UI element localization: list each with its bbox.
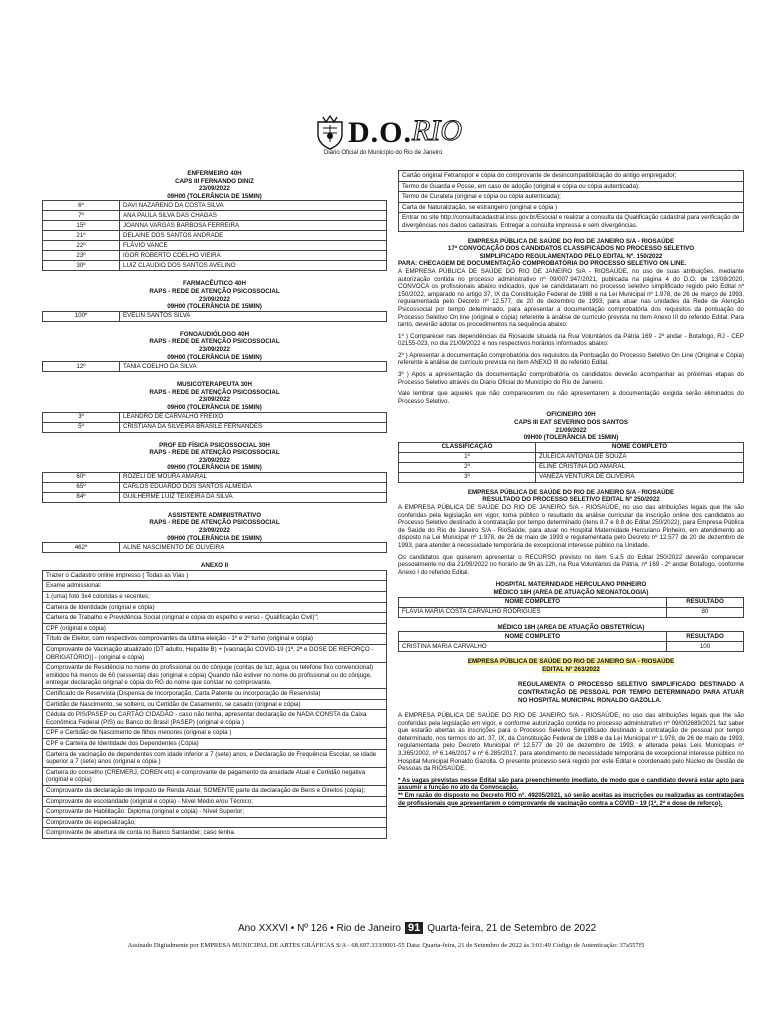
table-row — [43, 221, 387, 231]
table-row — [43, 623, 387, 634]
table-row — [399, 213, 744, 231]
title-line: ENFERMEIRO 40H — [187, 170, 242, 177]
table-cell: JOANNA VARGAS BARBOSA FERREIRA — [120, 221, 387, 231]
convocacao-step-1: 1º ) Comparecer nas dependências da Riosaúde situada na Rua Voluntários da Pátria 169 - 2º andar - Botafogo, RJ - CEP 02155-023, no dia 21/09/2022 e nos respectivos horários informados abaixo: — [398, 332, 744, 348]
title-line: CAPS III FERNANDO DINIZ — [175, 177, 254, 185]
table-row — [43, 211, 387, 221]
table-row — [399, 472, 744, 482]
section-enfermeiro — [42, 170, 387, 271]
table-cell: Exame admissional: — [43, 581, 387, 592]
obstetricia-title: MÉDICO 18H (AREA DE ATUAÇÃO OBSTETRÍCIA) — [497, 623, 645, 631]
table-cell: Termo de Curatela (original e cópia ou cópia autenticada); — [399, 192, 744, 203]
table-cell: Comprovante de Residência no nome do profissional ou do cônjuge (contas de luz, água ou telefone fixo convencional) emitidos há menos de 60 (sessenta) dias (original e cópia) Quando não estiver no nome do profissional ou do cônjuge, entregar declaração original e cópia do RG do nome que constar no comprovante. — [43, 663, 387, 689]
table-cell: 12º — [43, 362, 120, 372]
table-cell: GUILHERME LUIZ TEIXEIRA DA SILVA — [120, 492, 387, 502]
table-row — [43, 311, 387, 321]
masthead-subtitle: Diário Oficial do Município do Rio de Janeiro — [324, 150, 443, 156]
table-cell: Carteira de Identidade (original e cópia) — [43, 602, 387, 613]
table-cell: ROZELI DE MOURA AMARAL — [120, 472, 387, 482]
table-row — [43, 767, 387, 785]
table-row — [43, 592, 387, 603]
title-line: 09H00 (TOLERÂNCIA DE 15MIN) — [167, 464, 262, 472]
table-row — [399, 181, 744, 192]
table-header-cell: CLASSIFICAÇÃO — [399, 442, 536, 452]
table-cell: Comprovante de Vacinação atualizado (DT adulto, Hepatite B) + [vacinação COVID-19 (1ª, 2ª e DOSE DE REFORÇO - OBRIGATÓRIO)] - (original e cópia) — [43, 645, 387, 663]
title-line: ASSISTENTE ADMINISTRATIVO — [167, 511, 262, 519]
title-line: FARMACÊUTICO 40H — [183, 280, 246, 288]
section-fonoaudiologo — [42, 331, 387, 372]
table-cell: Cartão original Fetranspor e cópia do comprovante de desincompatibilização do antigo empregador; — [399, 171, 744, 182]
table-cell: Título de Eleitor, com respectivos comprovantes da última eleição - 1º e 2º turno (original e cópia) — [43, 634, 387, 645]
table-row — [43, 241, 387, 251]
title-line: 23/09/2022 — [199, 456, 230, 464]
title-line: RAPS - REDE DE ATENÇÃO PSICOSSOCIAL — [149, 519, 280, 527]
convocacao-paragraph: A EMPRESA PÚBLICA DE SAÚDE DO RIO DE JANEIRO S/A - RIOSAÚDE, no uso de suas atribuições, mediante autorização contida no processo administrativo nº 09/007.947/2021, publicada na página 4 do D.O. de 13/08/2020, CONVOCA os profissionais abaixo indicados, que se candidataram no processo seletivo simplificado regido pelo Edital nº 150/2022, amparado no artigo 37, IX da Constituição Federal de 1988 e na Lei Municipal nº 1.978, de 26 de março de 1993, regulamentada pelo Decreto nº 12.577, de 20 de dezembro de 1993, para atuar nas unidades da Rede de Atenção Psicossocial por tempo determinado, para apresentar a documentação comprobatória dos requisitos da pontuação do Processo Seletivo On line (original e cópia) referente à análise de currículo prevista no item Anexo III do referido Edital. Para tanto, deverão adotar os procedimentos na sequência abaixo: — [398, 267, 744, 329]
title-line: RAPS - REDE DE ATENÇÃO PSICOSSOCIAL — [149, 388, 280, 396]
table-cell: 3º — [399, 472, 536, 482]
title-line: PROF ED FÍSICA PSICOSSOCIAL 30H — [159, 441, 270, 449]
table-row — [399, 452, 744, 462]
table-cell: 65º — [43, 482, 120, 492]
table-cell: LUIZ CLAUDIO DOS SANTOS AVELINO — [120, 261, 387, 271]
table-cell: CPF (original e cópia) — [43, 623, 387, 634]
title-line: 23/09/2022 — [199, 396, 230, 404]
document-checklist-table — [42, 570, 387, 839]
section-title — [42, 512, 387, 542]
title-line: EMPRESA PÚBLICA DE SAÚDE DO RIO DE JANEIRO S/A - RIOSAÚDE — [467, 488, 675, 496]
resultado-title — [398, 489, 744, 504]
title-line: MÉDICO 18H (AREA DE ATUAÇÃO NEONATOLOGIA) — [493, 588, 649, 596]
title-line: 23/09/2022 — [199, 345, 230, 353]
title-line: SIMPLIFICADO REGULAMENTADO PELO EDITAL Nº. 150/2022 — [479, 252, 663, 260]
table-row — [43, 261, 387, 271]
table-cell: FLÁVIA MARIA COSTA CARVALHO RODRIGUES — [399, 607, 667, 617]
convocacao-subtitle: PARA: CHECAGEM DE DOCUMENTAÇÃO COMPROBATÓRIA DO PROCESSO SELETIVO ON LINE. — [398, 260, 687, 268]
section-title — [42, 442, 387, 472]
table-cell: TANIA COELHO DA SILVA — [120, 362, 387, 372]
table-cell: Trazer o Cadastro online impresso ( Todas as Vias ) — [43, 570, 387, 581]
recurso-paragraph: Os candidatos que quiserem apresentar o RECURSO previsto no item 5.a.5 do Edital 250/2022 deverão comparecer pessoalmente no dia 21/09/2022 no horário de 9h às 12h, na Rua Voluntários da Pátria, nº 169 - 2º andar Botafogo, conforme Anexo I do referido Edital. — [398, 553, 744, 576]
table-cell: Comprovante de Habilitação: Diploma (original e cópia) - Nível Superior; — [43, 807, 387, 818]
title-line: RAPS - REDE DE ATENÇÃO PSICOSSOCIAL — [149, 449, 280, 457]
obstetricia-table — [398, 631, 744, 652]
title-line: 09H00 (TOLERÂNCIA DE 15MIN) — [167, 353, 262, 361]
title-line: 23/09/2022 — [199, 295, 230, 303]
table-cell: ALINE NASCIMENTO DE OLIVEIRA — [120, 543, 387, 553]
table-row — [399, 462, 744, 472]
table-row — [399, 171, 744, 182]
title-line: 23/09/2022 — [199, 527, 230, 535]
edital-263-note-1: * As vagas previstas nesse Edital são para preenchimento imediato, de modo que o candidato deverá estar apto para assumir a função no ato da Convocação. — [398, 776, 744, 792]
digital-signature: Assinado Digitalmente por EMPRESA MUNICIPAL DE ARTES GRÁFICAS S/A - 68.697.333/0001-55 Data: Quarta-feira, 21 de Setembro de 2022 às 3:01:49 Código de Autenticação: 37a557f5 — [127, 942, 645, 949]
convocacao-step-2: 2º ) Apresentar a documentação comprobatória dos requisitos da Pontuação do Processo Seletivo On Line (Original e Cópia) referente à análise de currículo prevista no item ANEXO III do referido Edital. — [398, 351, 744, 367]
table-header-cell: RESULTADO — [667, 632, 744, 642]
table-row — [43, 828, 387, 839]
convocacao-title — [398, 238, 744, 261]
title-line: EMPRESA PÚBLICA DE SAÚDE DO RIO DE JANEIRO S/A - RIOSAÚDE — [467, 658, 675, 666]
table-row — [43, 362, 387, 372]
section-title — [42, 170, 387, 200]
table-row — [43, 817, 387, 828]
title-line: HOSPITAL MATERNIDADE HERCULANO PINHEIRO — [495, 581, 647, 589]
table-cell: Termo de Guarda e Posse, em caso de adoção (original e cópia ou cópia autenticada); — [399, 181, 744, 192]
table-row — [43, 738, 387, 749]
table-cell: Comprovante de especialização; — [43, 817, 387, 828]
table-header-row — [399, 632, 744, 642]
table-cell: 5º — [43, 422, 120, 432]
table-cell: Certidão de Nascimento, se solteiro, ou Certidão de Casamento, se casado (original e cópia) — [43, 699, 387, 710]
title-line: RAPS - REDE DE ATENÇÃO PSICOSSOCIAL — [149, 287, 280, 295]
table-row — [43, 688, 387, 699]
table-cell: Carteira de Trabalho e Previdência Social (original e cópia do espelho e verso - Qualificação Civil)"; — [43, 613, 387, 624]
section-farmaceutico — [42, 280, 387, 321]
footer-date: Quarta-feira, 21 de Setembro de 2022 — [427, 923, 597, 934]
table-cell: 3º — [43, 412, 120, 422]
table-cell: Cédula do PIS/PASEP ou CARTÃO CIDADÃO - caso não tenha, apresentar declaração de NADA CONSTA da Caixa Econômica Federal (PIS) ou Banco do Brasil (PASEP) (original e cópia ) — [43, 710, 387, 728]
table-row — [43, 492, 387, 502]
table-cell: ZULEICA ANTONIA DE SOUZA — [536, 452, 744, 462]
table-row — [399, 202, 744, 213]
footer-edition — [238, 922, 597, 934]
table-header-cell: NOME COMPLETO — [399, 597, 667, 607]
city-crest-icon — [314, 114, 346, 150]
table-row — [43, 581, 387, 592]
title-line: RAPS - REDE DE ATENÇÃO PSICOSSOCIAL — [149, 338, 280, 346]
edital-263-caption: REGULAMENTA O PROCESSO SELETIVO SIMPLIFICADO DESTINADO A CONTRATAÇÃO DE PESSOAL POR TEMPO DETERMINADO PARA ATUAR NO HOSPITAL MUNICIPAL RONALDO GAZOLLA. — [518, 681, 744, 704]
table-row — [43, 728, 387, 739]
table-cell: CPF e Certidão de Nascimento de filhos menores (original e cópia ) — [43, 728, 387, 739]
candidate-table — [42, 311, 387, 322]
table-cell: 100º — [43, 311, 120, 321]
section-title — [42, 381, 387, 411]
candidate-table — [42, 412, 387, 433]
table-cell: CARLOS EDUARDO DOS SANTOS ALMEIDA — [120, 482, 387, 492]
table-row — [43, 251, 387, 261]
table-row — [43, 201, 387, 211]
title-line — [398, 666, 744, 674]
table-cell: 15º — [43, 221, 120, 231]
table-cell: Carteira de vacinação de dependentes com idade inferior a 7 (sete) anos, e Declaração de Frequência Escolar, se idade superior a 7 (sete) anos (original e cópia ) — [43, 749, 387, 767]
section-assistente-adm — [42, 512, 387, 553]
title-line: 17ª CONVOCAÇÃO DOS CANDIDATOS CLASSIFICADOS NO PROCESSO SELETIVO — [447, 245, 695, 253]
table-cell: ANA PAULA SILVA DAS CHAGAS — [120, 211, 387, 221]
table-cell: 6º — [43, 201, 120, 211]
title-line: 23/09/2022 — [199, 185, 230, 193]
table-row — [43, 699, 387, 710]
table-cell: 1 (uma) foto 3x4 coloridas e recentes; — [43, 592, 387, 603]
table-cell: DAVI NAZARENO DA COSTA SILVA — [120, 201, 387, 211]
table-cell: 23º — [43, 251, 120, 261]
logo-rio: RIO — [412, 114, 462, 147]
edital-263-paragraph: A EMPRESA PÚBLICA DE SAÚDE DO RIO DE JANEIRO S/A - RIOSAÚDE, no uso das atribuições legais que lhe são conferidas pela legislação em vigor, e conforme autorização contida no processo administrativo nº 09/002689/2021 faz saber que estarão abertas as inscrições para o Processo Seletivo Simplificado destinado à contratação de pessoal por tempo determinado, nos termos do art. 37, IX, da Constituição Federal de 1988 e da Lei Municipal nº 1.978, de 26 de maio de 1993, regulamentada pelo Decreto Municipal nº 12.577 de 20 de dezembro de 1993, e alterada pelas Leis Municipais nº 3.365/2002, nº 6.146/2017 e nº 6.285/2017, para atendimento de necessidade temporária de excepcional interesse público no Hospital Municipal Ronaldo Gazolla. O presente processo será regido por este Edital e coordenado pelo Núcleo de Gestão de Pessoas da RIOSAÚDE. — [398, 712, 744, 773]
candidate-table — [42, 200, 387, 271]
logo-do: D.O. — [348, 116, 412, 149]
table-header-row — [399, 597, 744, 607]
title-line: 09H00 (TOLERÂNCIA DE 15MIN) — [523, 434, 619, 442]
title-line: OFICINEIRO 30H — [546, 411, 596, 419]
table-cell: IGOR ROBERTO COELHO VIEIRA — [120, 251, 387, 261]
table-cell: 30º — [43, 261, 120, 271]
table-cell: ELINE CRISTINA DO AMARAL — [536, 462, 744, 472]
table-row — [43, 412, 387, 422]
table-cell: CRISTIANA DA SILVEIRA BRASILE FERNANDES — [120, 422, 387, 432]
edital-263-note-2: ** Em razão do disposto no Decreto RIO nº. 49205/2021, só serão aceitas as inscrições ou realizadas as contratações de profissionais que apresentarem o comprovante de vacinação contra a COVID - 19 (1ª, 2ª e dose de reforço). — [398, 792, 744, 807]
title-line: 21/09/2022 — [555, 426, 587, 434]
table-row — [43, 422, 387, 432]
table-cell: 462º — [43, 543, 120, 553]
table-cell: CPF e Carteira de Identidade dos Dependentes (Cópia) — [43, 738, 387, 749]
table-cell: 80 — [667, 607, 744, 617]
neonatologia-table — [398, 597, 744, 618]
oficineiro-title — [398, 411, 744, 441]
edital-263-title — [398, 658, 744, 673]
table-row — [43, 710, 387, 728]
title-line: 09H00 (TOLERÂNCIA DE 15MIN) — [167, 303, 262, 311]
table-row — [43, 543, 387, 553]
title-line: MUSICOTERAPEUTA 30H — [177, 381, 252, 389]
table-row — [43, 602, 387, 613]
convocacao-note: Vale lembrar que aqueles que não comparecerem ou não apresentarem a documentação exigida serão eliminados do Processo Seletivo. — [398, 390, 744, 405]
table-row — [43, 570, 387, 581]
section-title — [42, 280, 387, 310]
table-row — [43, 796, 387, 807]
table-row — [43, 645, 387, 663]
table-row — [43, 472, 387, 482]
table-row — [43, 807, 387, 818]
table-header-row — [399, 442, 744, 452]
table-row — [43, 231, 387, 241]
table-cell: Entrar no site http://consultacadastral.inss.gov.br/Esocial e realizar a consulta da Qualificação cadastral para verificação de divergências nos dados cadastrais. Entregar a consulta impressa e sem divergências. — [399, 213, 744, 231]
table-cell: Comprovante de escolaridade (original e cópia) - Nível Médio e/ou Técnico; — [43, 796, 387, 807]
table-header-cell: RESULTADO — [667, 597, 744, 607]
convocacao-step-3: 3º ) Após a apresentação da documentação comprobatória os candidatos deverão acompanhar as próximas etapas do Processo Seletivo através do Diário Oficial do Município do Rio de Janeiro. — [398, 371, 744, 386]
candidate-table — [42, 542, 387, 553]
table-cell: VANEZA VENTURA DE OLIVEIRA — [536, 472, 744, 482]
title-line: 09H00 (TOLERÂNCIA DE 15MIN) — [167, 403, 262, 411]
table-cell: 84º — [43, 492, 120, 502]
table-cell: 22º — [43, 241, 120, 251]
table-cell: EVELIN SANTOS SILVA — [120, 311, 387, 321]
table-cell: Carteira do conselho (CREMERJ, COREN etc) e comprovante de pagamento da anuidade Atual e Certidão negativa (original e cópia) — [43, 767, 387, 785]
table-cell: CRISTINA MARIA CARVALHO — [399, 642, 667, 652]
table-cell: DELAINE DOS SANTOS ANDRADE — [120, 231, 387, 241]
section-musicoterapeuta — [42, 381, 387, 432]
table-cell: Comprovante de abertura de conta no Banco Santander; caso tenha. — [43, 828, 387, 839]
title-line: EMPRESA PÚBLICA DE SAÚDE DO RIO DE JANEIRO S/A - RIOSAÚDE — [467, 237, 675, 245]
table-cell: 100 — [667, 642, 744, 652]
hospital-title — [398, 581, 744, 596]
masthead — [300, 110, 480, 160]
table-cell: 7º — [43, 211, 120, 221]
table-cell: 2º — [399, 462, 536, 472]
table-cell: 1º — [399, 452, 536, 462]
table-row — [43, 785, 387, 796]
title-line: FONOAUDIÓLOGO 40H — [179, 330, 250, 338]
title-line: 09H00 (TOLERÂNCIA DE 15MIN) — [167, 192, 262, 200]
table-row — [399, 192, 744, 203]
title-line: RESULTADO DO PROCESSO SELETIVO EDITAL Nº 250/2022 — [482, 496, 660, 504]
table-row — [43, 482, 387, 492]
title-line: CAPS III EAT SEVERINO DOS SANTOS — [514, 419, 628, 427]
document-checklist-continued — [398, 170, 744, 232]
table-cell: Carta de Naturalização, se estrangeiro (original e cópia ) — [399, 202, 744, 213]
candidate-table — [42, 361, 387, 372]
table-row — [43, 663, 387, 689]
title-line: 09H00 (TOLERÂNCIA DE 15MIN) — [167, 534, 262, 542]
table-row — [43, 613, 387, 624]
page-number: 91 — [405, 922, 423, 934]
table-row — [43, 749, 387, 767]
table-header-cell: NOME COMPLETO — [399, 632, 667, 642]
table-row — [43, 634, 387, 645]
candidate-table — [42, 472, 387, 503]
right-column — [398, 170, 744, 807]
table-cell: 21º — [43, 231, 120, 241]
table-cell: Certificado de Reservista (Dispensa de Incorporação, Carta Patente ou incorporação de Reservista) — [43, 688, 387, 699]
table-row — [399, 607, 744, 617]
table-header-cell: NOME COMPLETO — [536, 442, 744, 452]
table-cell: LEANDRO DE CARVALHO FREIXO — [120, 412, 387, 422]
table-row — [399, 642, 744, 652]
footer-issue: Ano XXXVI • Nº 126 • Rio de Janeiro — [238, 923, 401, 934]
oficineiro-table — [398, 442, 744, 483]
resultado-paragraph: A EMPRESA PÚBLICA DE SAÚDE DO RIO DE JANEIRO S/A - RIOSAÚDE, no uso das atribuições legais que lhe são conferidas pela legislação em vigor, torna público o resultado da análise curricular da inscrição online dos candidatos ao Processo Seletivo destinado à contratação por tempo determinado (itens 8.7 e 8.8 do Edital 250/2022), para Empresa Pública de Saúde do Rio de Janeiro S/A - RioSaúde, para atuar no Hospital Maternidade Herculano Pinheiro, em atendimento ao disposto na Lei Municipal nº 1.978, de 26 de maio de 1993 e regulamentada pelo Decreto nº 12.577 de 20 de dezembro de 1993, para atender à necessidade temporária de excepcional interesse público na Unidade. — [398, 504, 744, 549]
section-ed-fisica — [42, 442, 387, 503]
title-line: EDITAL Nº 263/2022 — [542, 665, 600, 673]
left-column — [42, 170, 387, 839]
table-cell: 60º — [43, 472, 120, 482]
table-cell: Comprovante da declaração de Imposto de Renda Atual, SOMENTE parte da declaração de Bens e Direitos (cópia); — [43, 785, 387, 796]
title-line — [398, 658, 744, 666]
anexo-title: ANEXO II — [200, 562, 229, 570]
section-title — [42, 331, 387, 361]
table-cell: FLÁVIO VANCE — [120, 241, 387, 251]
